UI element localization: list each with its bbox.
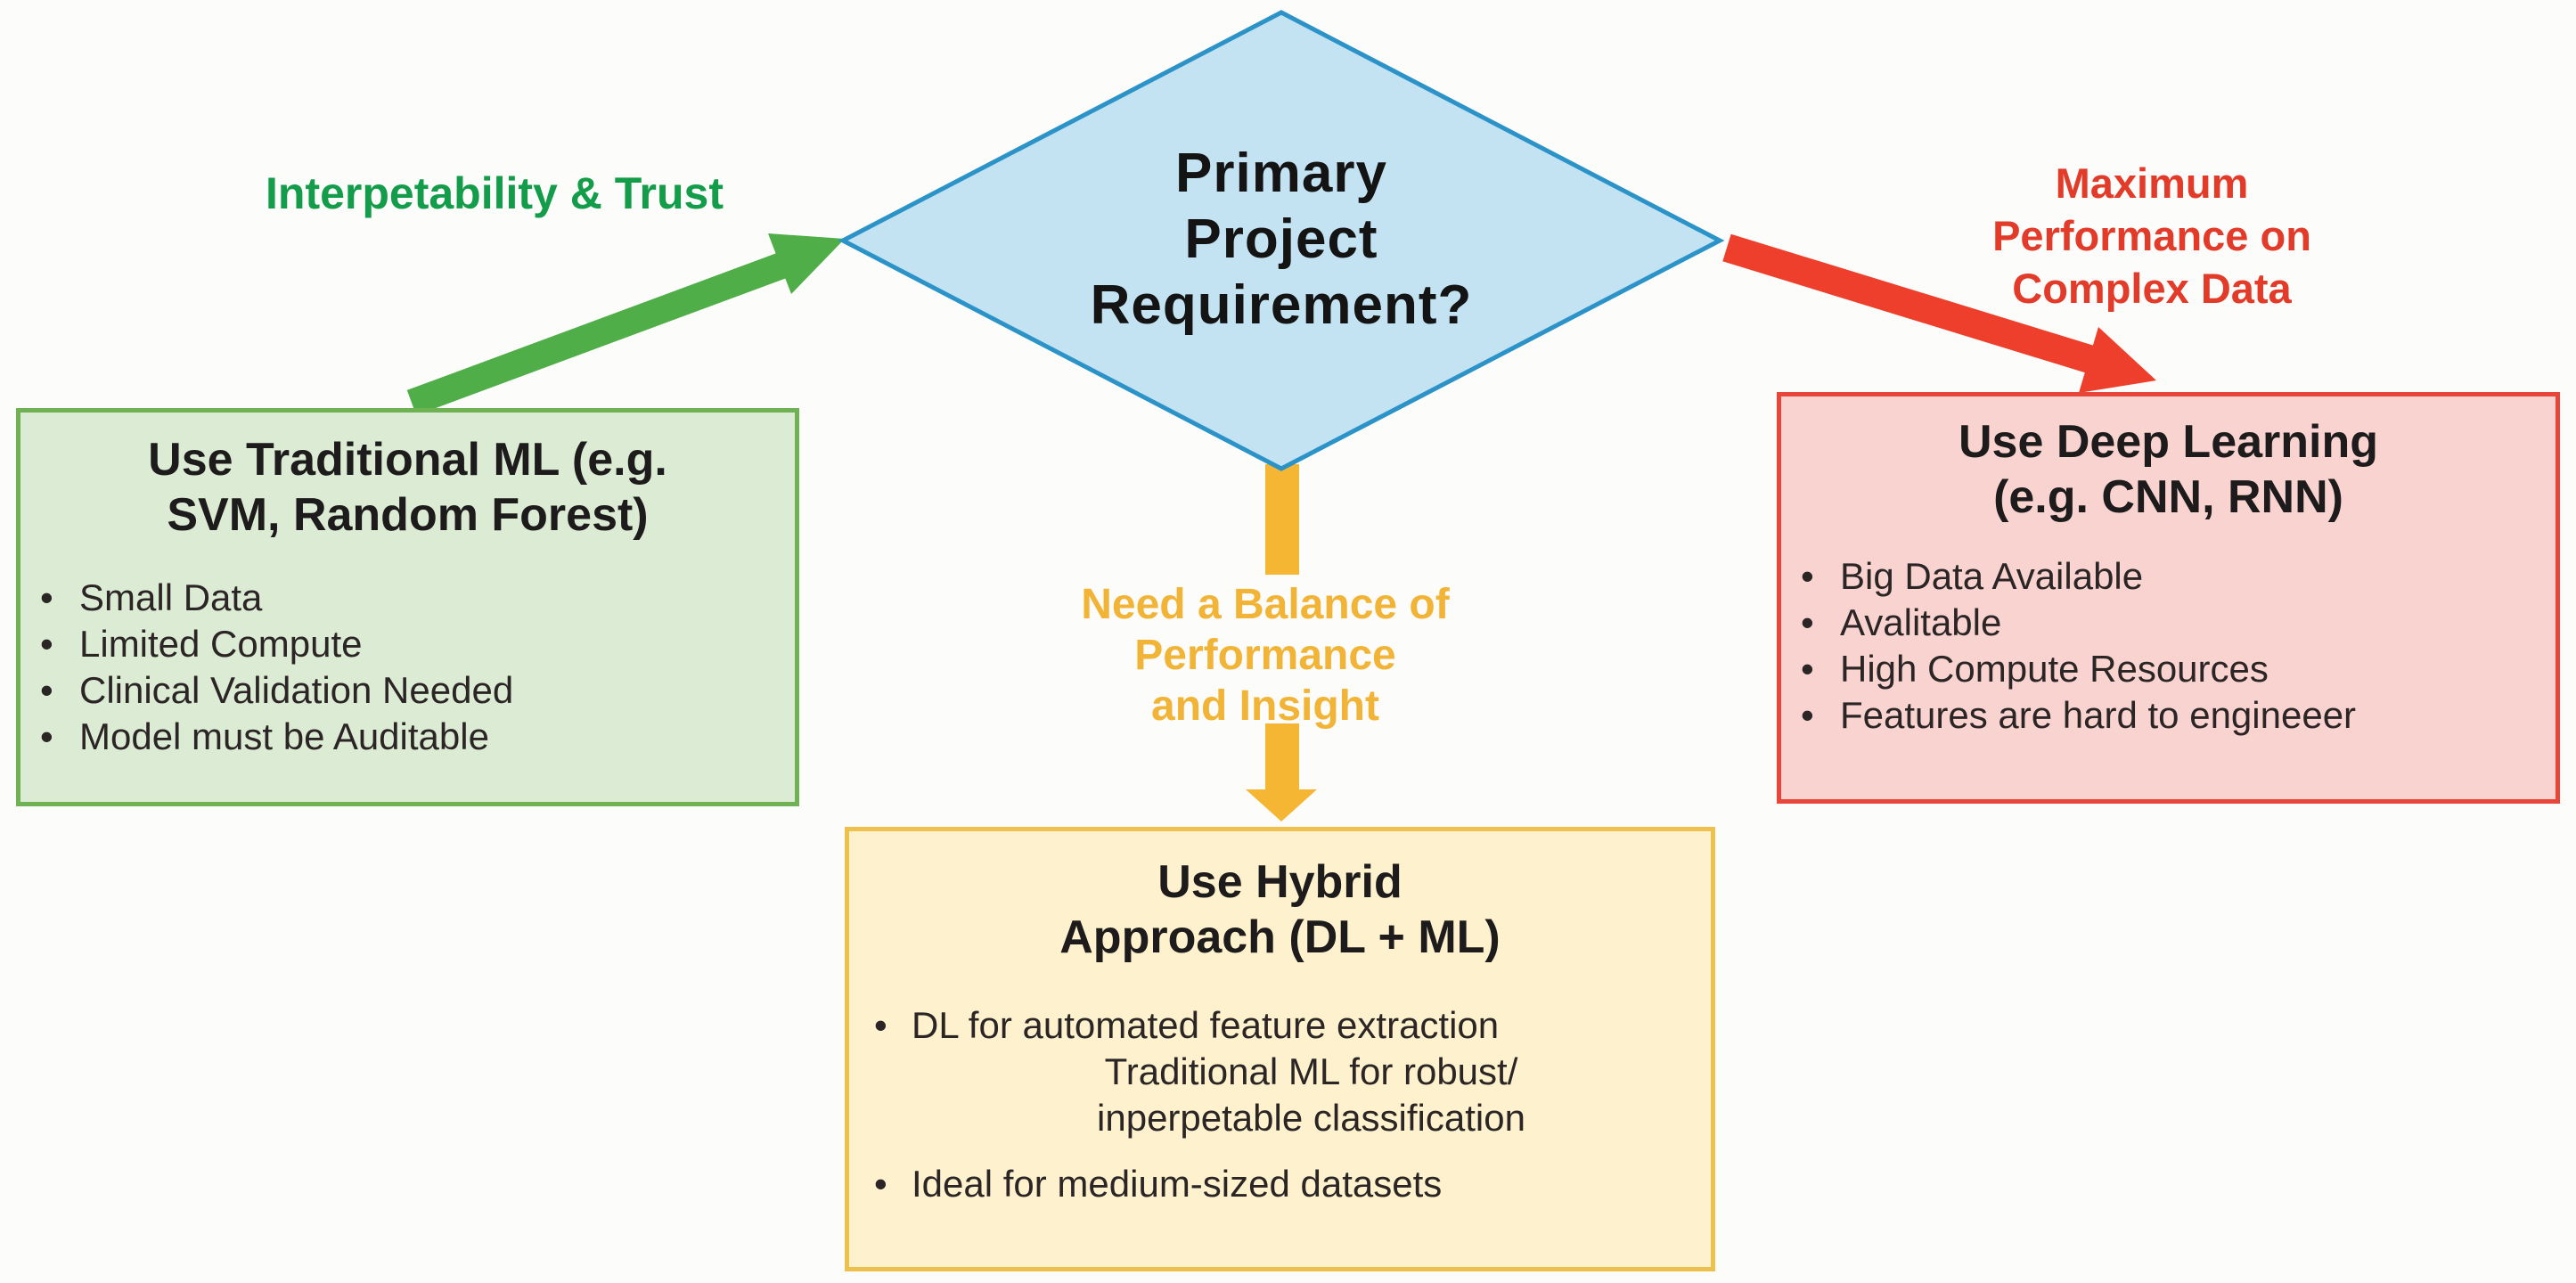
bullet-item-continuation: inperpetable classification	[1097, 1097, 1525, 1139]
node-hybrid	[845, 827, 1715, 1271]
decision-label-line: Requirement?	[1090, 274, 1473, 336]
node-title-line: Use Traditional ML (e.g.	[148, 434, 667, 486]
bullet-item: • Features are hard to engineeer	[1781, 692, 2556, 739]
node-title-line: SVM, Random Forest)	[167, 489, 649, 541]
node-deep-learning	[1777, 392, 2560, 804]
edge-label-line: Performance	[1134, 632, 1396, 679]
bullet-item: • Model must be Auditable	[20, 714, 795, 760]
node-title	[20, 432, 795, 543]
decision-label	[880, 141, 1682, 339]
edge-label-line: and Insight	[1151, 682, 1379, 730]
bullet-item: • Avalitable	[1781, 600, 2556, 646]
edge-label-line: Complex Data	[2012, 265, 2292, 312]
bullet-item: • Limited Compute	[20, 621, 795, 667]
green-arrow-shaft	[412, 265, 784, 403]
node-title-line: Approach (DL + ML)	[1059, 911, 1501, 963]
node-title-line: Use Deep Learning	[1958, 416, 2379, 468]
node-bullet-list	[849, 1002, 1711, 1207]
bullet-item: • Ideal for medium-sized datasets	[849, 1161, 1711, 1207]
node-title	[849, 854, 1711, 965]
bullet-item: • DL for automated feature extraction	[849, 1002, 1711, 1049]
edge-label-line: Maximum	[2055, 159, 2249, 207]
yellow-arrow-head-icon	[1246, 789, 1317, 821]
node-title-line: (e.g. CNN, RNN)	[1993, 471, 2343, 523]
edge-label-max-performance	[1885, 157, 2419, 315]
decision-label-line: Primary	[1175, 143, 1387, 204]
decision-label-line: Project	[1184, 208, 1378, 270]
bullet-item: • Small Data	[20, 575, 795, 621]
edge-label-line: Need a Balance of	[1081, 581, 1450, 628]
node-bullet-list	[1781, 553, 2556, 739]
node-title-line: Use Hybrid	[1157, 856, 1402, 908]
bullet-item: • High Compute Resources	[1781, 646, 2556, 692]
bullet-item: • Big Data Available	[1781, 553, 2556, 600]
edge-label-balance	[998, 579, 1533, 731]
yellow-arrow-lower-shaft	[1265, 723, 1299, 791]
bullet-item: • Clinical Validation Needed	[20, 667, 795, 714]
edge-label-line: Performance on	[1992, 212, 2311, 259]
node-traditional-ml	[16, 408, 799, 806]
bullet-item-continuation: Traditional ML for robust/	[1104, 1050, 1518, 1092]
red-arrow-head-icon	[2079, 327, 2156, 393]
node-title	[1781, 414, 2556, 525]
edge-label-interpretability: Interpetability & Trust	[266, 168, 724, 218]
yellow-arrow-upper-shaft	[1265, 464, 1299, 575]
node-bullet-list	[20, 575, 795, 760]
